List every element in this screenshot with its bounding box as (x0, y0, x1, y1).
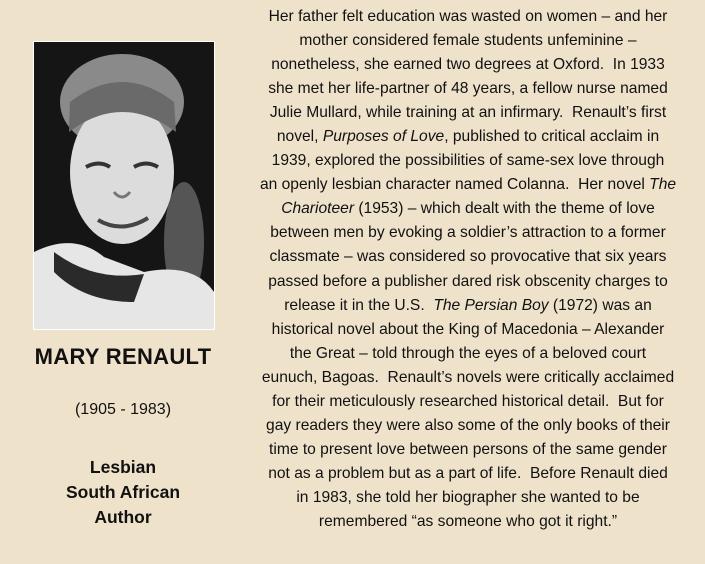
tag-lesbian: Lesbian (89, 457, 157, 477)
biography-line (232, 173, 704, 197)
biography-line (232, 318, 704, 342)
book-title: Purposes of Love (322, 128, 445, 146)
biography-text-segment: eunuch, Bagoas. Renault’s novels were critically acclaimed (261, 368, 675, 386)
biography-text-segment: (1953) – which dealt with the theme of love (354, 200, 655, 218)
biography-line (232, 149, 704, 173)
biography-line (232, 77, 704, 101)
biography-text-segment: gay readers they were also some of the only books of their (266, 416, 670, 434)
biography-line (232, 125, 704, 149)
biography-line (232, 270, 704, 294)
biography-text-segment: not as a problem but as a part of life. Before Renault died (268, 464, 668, 482)
biography-line (232, 245, 704, 269)
biography-text-segment: for their meticulously researched historical detail. But for (272, 392, 664, 410)
biography-text-segment: , published to critical acclaim in (444, 128, 660, 146)
biography-text-segment: Her father felt education was wasted on women – and her (268, 8, 668, 25)
book-title: The Persian Boy (433, 296, 549, 314)
biography-line (232, 221, 704, 245)
subject-tags (0, 455, 246, 530)
biography-line (232, 366, 704, 390)
biography-text-segment: she met her life-partner of 48 years, a fellow nurse named (268, 80, 668, 98)
biography-text-segment: between men by evoking a soldier’s attraction to a former (270, 224, 666, 242)
biography-text-segment: an openly lesbian character named Colanna. Her novel (259, 176, 650, 194)
biography-line (232, 414, 704, 438)
biography-line (232, 29, 704, 53)
biography-text-segment: nonetheless, she earned two degrees at Oxford. In 1933 (271, 56, 665, 74)
biography-text-segment: novel, (276, 128, 323, 146)
subject-name: MARY RENAULT (34, 344, 212, 369)
tag-nationality: South African (65, 482, 181, 502)
subject-years: (1905 - 1983) (74, 401, 172, 418)
biography-line (232, 462, 704, 486)
biography-line (232, 197, 704, 221)
biography-text-segment: classmate – was considered so provocative that six years (269, 248, 667, 266)
biography-line (232, 294, 704, 318)
biography-text-segment: in 1983, she told her biographer she wanted to be (296, 488, 640, 506)
biography-text-segment: time to present love between persons of the same gender (269, 440, 667, 458)
biography-line (232, 390, 704, 414)
book-title: Charioteer (281, 200, 355, 218)
biography-text-segment: passed before a publisher dared risk obscenity charges to (268, 272, 668, 290)
biography-text (232, 5, 704, 534)
biography-line (232, 510, 704, 534)
biography-text-segment: (1972) was an (548, 296, 652, 314)
biography-text-segment: historical novel about the King of Macedonia – Alexander (271, 320, 665, 338)
tag-occupation: Author (94, 507, 152, 527)
biography-text-segment: release it in the U.S. (284, 296, 434, 314)
biography-line (232, 5, 704, 29)
biography-line (232, 101, 704, 125)
biography-line (232, 53, 704, 77)
biography-text-segment: Julie Mullard, while training at an infirmary. Renault’s first (269, 104, 667, 122)
biography-text-segment: 1939, explored the possibilities of same-sex love through (271, 152, 665, 170)
biography-line (232, 342, 704, 366)
book-title: The (649, 176, 677, 194)
biography-line (232, 486, 704, 510)
portrait-photo (33, 41, 215, 330)
biography-line (232, 438, 704, 462)
portrait-image (34, 42, 214, 329)
biography-text-segment: remembered “as someone who got it right.” (318, 512, 618, 530)
biography-text-segment: the Great – told through the eyes of a beloved court (289, 344, 647, 362)
biography-text-segment: mother considered female students unfeminine – (299, 32, 637, 50)
